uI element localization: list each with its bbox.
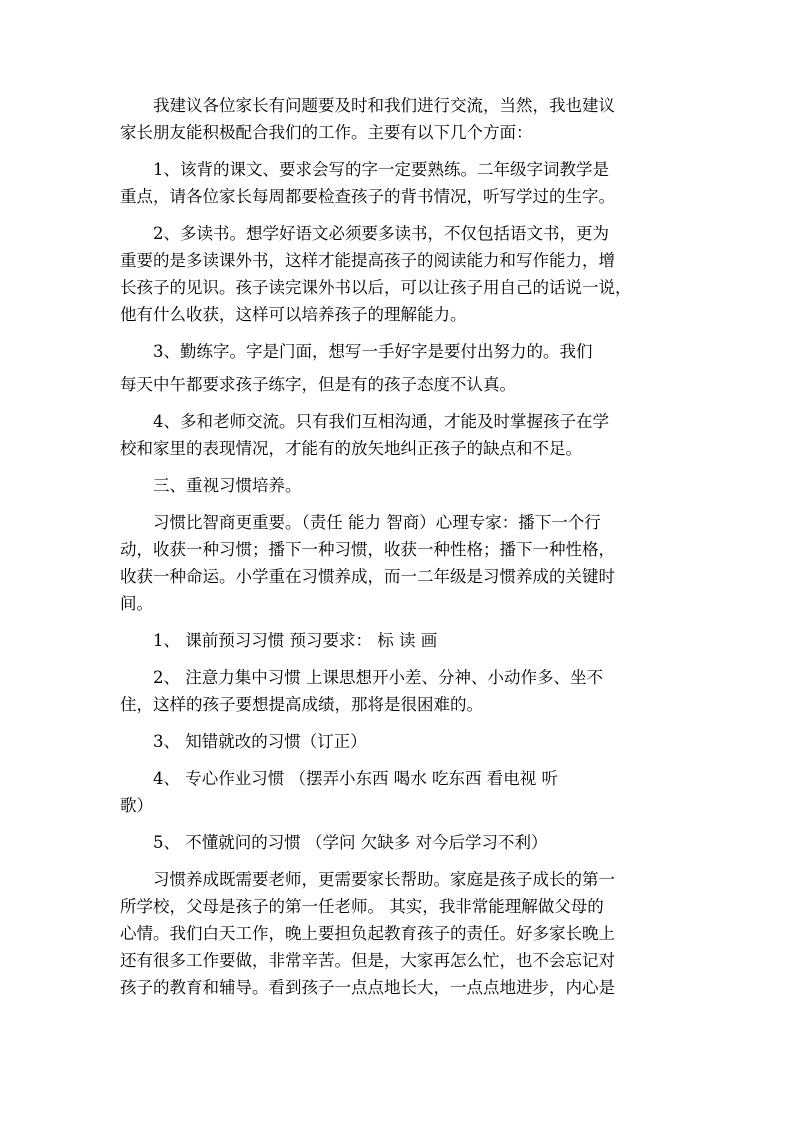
list-item bbox=[120, 765, 680, 819]
text-line: 长孩子的见识。孩子读完课外书以后，可以让孩子用自己的话说一说， bbox=[120, 278, 632, 297]
text-line: 重点，请各位家长每周都要检查孩子的背书情况，听写学过的生字。 bbox=[120, 187, 615, 206]
document-body bbox=[120, 92, 680, 1011]
text-line: 重要的是多读课外书，这样才能提高孩子的阅读能力和写作能力，增 bbox=[120, 251, 615, 270]
paragraph bbox=[120, 92, 680, 146]
paragraph bbox=[120, 338, 680, 365]
text-line: 三、重视习惯培养。 bbox=[153, 476, 302, 495]
text-line: 心情。我们白天工作，晚上要担负起教育孩子的责任。好多家长晚上 bbox=[120, 924, 615, 943]
text-line: 所学校，父母是孩子的第一任老师。 其实，我非常能理解做父母的 bbox=[120, 897, 604, 916]
text-line: 动，收获一种习惯；播下一种习惯，收获一种性格；播下一种性格， bbox=[120, 540, 615, 559]
list-item bbox=[120, 728, 680, 755]
paragraph bbox=[120, 509, 680, 617]
text-line: 他有什么收获，这样可以培养孩子的理解能力。 bbox=[120, 305, 467, 324]
text-line: 2、多读书。想学好语文必须要多读书，不仅包括语文书，更为 bbox=[153, 224, 609, 243]
text-line: 4、 专心作业习惯 （摆弄小东西 喝水 吃东西 看电视 听 bbox=[153, 769, 558, 788]
text-line: 4、多和老师交流。只有我们互相沟通，才能及时掌握孩子在学 bbox=[153, 412, 609, 431]
paragraph bbox=[120, 220, 680, 328]
text-line: 住，这样的孩子要想提高成绩，那将是很困难的。 bbox=[120, 695, 483, 714]
text-line: 收获一种命运。小学重在习惯养成，而一二年级是习惯养成的关键时 bbox=[120, 567, 615, 586]
text-line: 我建议各位家长有问题要及时和我们进行交流，当然，我也建议 bbox=[153, 96, 615, 115]
list-item bbox=[120, 627, 680, 654]
text-line: 习惯养成既需要老师，更需要家长帮助。家庭是孩子成长的第一 bbox=[153, 870, 615, 889]
paragraph bbox=[120, 371, 680, 398]
text-line: 5、 不懂就问的习惯 （学问 欠缺多 对今后学习不利） bbox=[153, 833, 548, 852]
text-line: 3、 知错就改的习惯（订正） bbox=[153, 732, 367, 751]
text-line: 1、该背的课文、要求会写的字一定要熟练。二年级字词教学是 bbox=[153, 160, 609, 179]
text-line: 校和家里的表现情况，才能有的放矢地纠正孩子的缺点和不足。 bbox=[120, 439, 582, 458]
text-line: 歌） bbox=[120, 796, 153, 815]
text-line: 间。 bbox=[120, 594, 153, 613]
text-line: 习惯比智商更重要。（责任 能力 智商）心理专家：播下一个行 bbox=[153, 513, 601, 532]
paragraph bbox=[120, 156, 680, 210]
text-line: 孩子的教育和辅导。看到孩子一点点地长大，一点点地进步，内心是 bbox=[120, 978, 615, 997]
paragraph bbox=[120, 408, 680, 462]
text-line: 每天中午都要求孩子练字，但是有的孩子态度不认真。 bbox=[120, 375, 516, 394]
text-line: 家长朋友能积极配合我们的工作。主要有以下几个方面： bbox=[120, 123, 533, 142]
text-line: 2、 注意力集中习惯 上课思想开小差、分神、小动作多、坐不 bbox=[153, 668, 603, 687]
list-item bbox=[120, 829, 680, 856]
list-item bbox=[120, 664, 680, 718]
text-line: 1、 课前预习习惯 预习要求： 标 读 画 bbox=[153, 631, 438, 650]
text-line: 3、勤练字。字是门面，想写一手好字是要付出努力的。我们 bbox=[153, 342, 593, 361]
text-line: 还有很多工作要做，非常辛苦。但是，大家再怎么忙，也不会忘记对 bbox=[120, 951, 615, 970]
paragraph bbox=[120, 866, 680, 1001]
section-heading bbox=[120, 472, 680, 499]
